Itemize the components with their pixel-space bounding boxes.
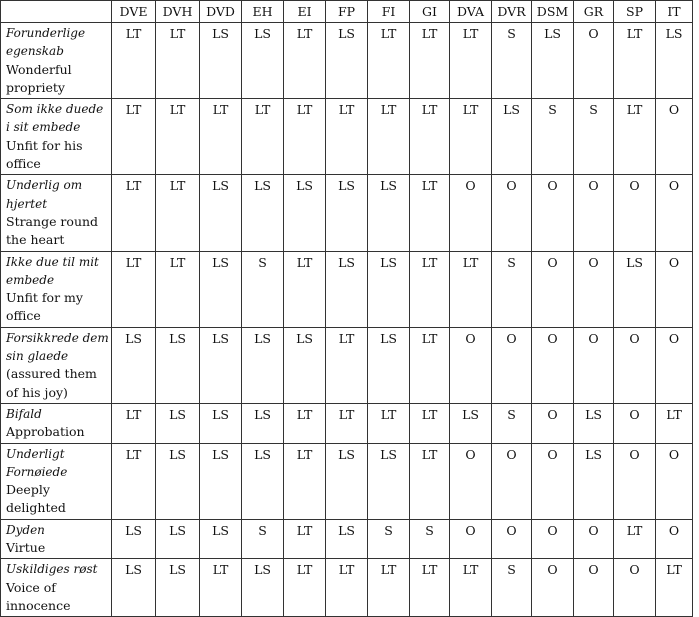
code-cell-dve: LS [112, 327, 156, 403]
code-cell-gi: LT [410, 559, 450, 617]
code-cell-ei: LT [284, 251, 326, 327]
code-cell-eh: LS [242, 559, 284, 617]
code-cell-dve: LT [112, 99, 156, 175]
danish-phrase: Underligt Fornøiede [6, 446, 68, 479]
code-cell-dve: LT [112, 403, 156, 443]
code-cell-dvd: LS [200, 175, 242, 251]
row-label-cell [1, 175, 112, 251]
code-cell-eh: LS [242, 175, 284, 251]
header-row [1, 1, 693, 23]
code-cell-dvd: LS [200, 519, 242, 559]
code-cell-dva: LT [450, 559, 492, 617]
danish-phrase: Underlig om hjertet [6, 178, 83, 211]
code-cell-gr: LS [574, 403, 614, 443]
code-cell-ei: LT [284, 559, 326, 617]
code-cell-dvd: LS [200, 327, 242, 403]
code-cell-sp: O [614, 559, 656, 617]
code-cell-gi: LT [410, 23, 450, 99]
code-cell-gr: O [574, 559, 614, 617]
code-cell-it: O [656, 443, 693, 519]
code-cell-gr: O [574, 23, 614, 99]
code-cell-fp: LS [326, 251, 368, 327]
code-cell-dve: LS [112, 559, 156, 617]
code-cell-fp: LS [326, 23, 368, 99]
code-cell-eh: LS [242, 23, 284, 99]
english-translation: Strange round the heart [6, 213, 99, 248]
code-cell-dva: O [450, 327, 492, 403]
column-header-fp: FP [326, 1, 368, 23]
row-label-cell [1, 403, 112, 443]
table-row [1, 519, 693, 559]
code-cell-dvr: S [492, 23, 532, 99]
code-cell-sp: LS [614, 251, 656, 327]
code-cell-dvr: O [492, 443, 532, 519]
column-header-sp: SP [614, 1, 656, 23]
code-cell-ei: LT [284, 519, 326, 559]
row-label-cell [1, 99, 112, 175]
row-label-cell [1, 251, 112, 327]
code-cell-it: LS [656, 23, 693, 99]
row-label-cell [1, 327, 112, 403]
table-row [1, 251, 693, 327]
code-cell-it: O [656, 251, 693, 327]
code-cell-dva: LT [450, 99, 492, 175]
code-cell-sp: O [614, 175, 656, 251]
english-translation: Wonderful propriety [6, 61, 72, 95]
code-cell-gr: O [574, 519, 614, 559]
danish-phrase: Forunderlige egenskab [6, 26, 86, 59]
code-cell-ei: LS [284, 175, 326, 251]
code-cell-fi: LS [368, 175, 410, 251]
code-cell-gr: O [574, 175, 614, 251]
column-header-fi: FI [368, 1, 410, 23]
danish-phrase: Ikke due til mit embede [6, 254, 99, 287]
code-cell-sp: LT [614, 23, 656, 99]
table-row [1, 23, 693, 99]
column-header-eh: EH [242, 1, 284, 23]
column-header-dvh: DVH [156, 1, 200, 23]
code-cell-dve: LT [112, 251, 156, 327]
code-cell-eh: S [242, 519, 284, 559]
code-cell-dva: LS [450, 403, 492, 443]
english-translation: Unfit for his office [6, 137, 83, 172]
code-cell-dva: O [450, 519, 492, 559]
code-cell-dvh: LS [156, 327, 200, 403]
row-label-cell [1, 519, 112, 559]
code-cell-it: O [656, 327, 693, 403]
code-cell-dvh: LT [156, 23, 200, 99]
code-cell-eh: S [242, 251, 284, 327]
code-cell-dvd: LT [200, 99, 242, 175]
code-cell-dvh: LT [156, 99, 200, 175]
code-cell-fi: LS [368, 327, 410, 403]
code-cell-dvd: LS [200, 251, 242, 327]
english-translation: Voice of innocence [6, 579, 71, 613]
code-cell-eh: LS [242, 327, 284, 403]
code-cell-dvh: LS [156, 559, 200, 617]
code-cell-it: O [656, 99, 693, 175]
column-header-dva: DVA [450, 1, 492, 23]
table-row [1, 443, 693, 519]
danish-phrase: Bifald [6, 406, 42, 421]
code-cell-dsm: O [532, 519, 574, 559]
code-cell-dva: LT [450, 251, 492, 327]
code-cell-gi: LT [410, 443, 450, 519]
code-cell-dvr: O [492, 327, 532, 403]
code-cell-it: O [656, 519, 693, 559]
code-cell-sp: LT [614, 99, 656, 175]
code-cell-dsm: S [532, 99, 574, 175]
code-cell-fp: LT [326, 403, 368, 443]
english-translation: Deeply delighted [6, 482, 66, 516]
code-cell-gi: LT [410, 403, 450, 443]
table-header [1, 1, 693, 23]
code-cell-dvr: S [492, 403, 532, 443]
english-translation: Unfit for my office [6, 290, 83, 324]
column-header-it: IT [656, 1, 693, 23]
column-header-ei: EI [284, 1, 326, 23]
danish-phrase: Som ikke duede i sit embede [6, 102, 104, 135]
code-cell-gi: LT [410, 175, 450, 251]
code-cell-fp: LS [326, 519, 368, 559]
danish-phrase: Dyden [6, 522, 45, 537]
code-cell-it: O [656, 175, 693, 251]
code-cell-dvh: LS [156, 403, 200, 443]
code-cell-dsm: O [532, 559, 574, 617]
code-cell-dvr: O [492, 519, 532, 559]
code-cell-dsm: O [532, 443, 574, 519]
code-cell-dvh: LT [156, 251, 200, 327]
code-cell-dsm: LS [532, 23, 574, 99]
header-corner-cell [1, 1, 112, 23]
code-cell-dva: O [450, 443, 492, 519]
code-cell-fp: LT [326, 327, 368, 403]
column-header-dvd: DVD [200, 1, 242, 23]
code-cell-fi: LT [368, 403, 410, 443]
code-cell-dva: LT [450, 23, 492, 99]
table-row [1, 327, 693, 403]
code-cell-sp: O [614, 327, 656, 403]
code-cell-gi: LT [410, 251, 450, 327]
code-cell-dsm: O [532, 327, 574, 403]
code-cell-dsm: O [532, 251, 574, 327]
code-cell-dvh: LT [156, 175, 200, 251]
code-cell-dvh: LS [156, 519, 200, 559]
danish-phrase: Uskildiges røst [6, 562, 98, 577]
code-cell-gi: LT [410, 99, 450, 175]
row-label-cell [1, 559, 112, 617]
code-cell-fp: LT [326, 99, 368, 175]
code-cell-eh: LT [242, 99, 284, 175]
row-label-cell [1, 443, 112, 519]
code-cell-gr: O [574, 327, 614, 403]
code-cell-dvh: LS [156, 443, 200, 519]
english-translation: Approbation [6, 424, 85, 440]
code-cell-eh: LS [242, 443, 284, 519]
code-cell-dvr: S [492, 559, 532, 617]
english-translation: (assured them of his joy) [6, 366, 97, 400]
code-cell-gi: S [410, 519, 450, 559]
row-label-cell [1, 23, 112, 99]
table-row [1, 99, 693, 175]
column-header-dve: DVE [112, 1, 156, 23]
code-cell-dvd: LS [200, 443, 242, 519]
code-cell-fi: LT [368, 99, 410, 175]
code-cell-sp: LT [614, 519, 656, 559]
code-cell-gr: LS [574, 443, 614, 519]
code-cell-fi: LT [368, 559, 410, 617]
code-cell-fi: LS [368, 251, 410, 327]
code-cell-dve: LT [112, 23, 156, 99]
column-header-gr: GR [574, 1, 614, 23]
code-cell-dvr: S [492, 251, 532, 327]
table-body [1, 23, 693, 617]
code-cell-fi: S [368, 519, 410, 559]
danish-phrase: Forsikkrede dem sin glaede [6, 330, 109, 364]
code-cell-dve: LT [112, 175, 156, 251]
code-cell-sp: O [614, 403, 656, 443]
table-row [1, 403, 693, 443]
code-cell-fp: LS [326, 443, 368, 519]
code-cell-dvd: LS [200, 403, 242, 443]
code-cell-ei: LT [284, 23, 326, 99]
code-cell-dvd: LT [200, 559, 242, 617]
code-cell-fp: LT [326, 559, 368, 617]
code-cell-ei: LT [284, 99, 326, 175]
code-cell-gr: O [574, 251, 614, 327]
code-cell-fp: LS [326, 175, 368, 251]
column-header-dsm: DSM [532, 1, 574, 23]
code-cell-eh: LS [242, 403, 284, 443]
column-header-dvr: DVR [492, 1, 532, 23]
code-cell-dvr: O [492, 175, 532, 251]
code-cell-gr: S [574, 99, 614, 175]
code-cell-it: LT [656, 403, 693, 443]
code-cell-dsm: O [532, 175, 574, 251]
code-cell-fi: LS [368, 443, 410, 519]
code-cell-dvr: LS [492, 99, 532, 175]
code-cell-dsm: O [532, 403, 574, 443]
column-header-gi: GI [410, 1, 450, 23]
code-cell-dve: LS [112, 519, 156, 559]
code-cell-gi: LT [410, 327, 450, 403]
table-row [1, 559, 693, 617]
code-cell-fi: LT [368, 23, 410, 99]
code-cell-ei: LS [284, 327, 326, 403]
code-cell-it: LT [656, 559, 693, 617]
code-cell-ei: LT [284, 403, 326, 443]
code-cell-dve: LT [112, 443, 156, 519]
english-translation: Virtue [6, 540, 46, 556]
code-cell-ei: LT [284, 443, 326, 519]
code-cell-dvd: LS [200, 23, 242, 99]
table-row [1, 175, 693, 251]
code-cell-dva: O [450, 175, 492, 251]
code-cell-sp: O [614, 443, 656, 519]
